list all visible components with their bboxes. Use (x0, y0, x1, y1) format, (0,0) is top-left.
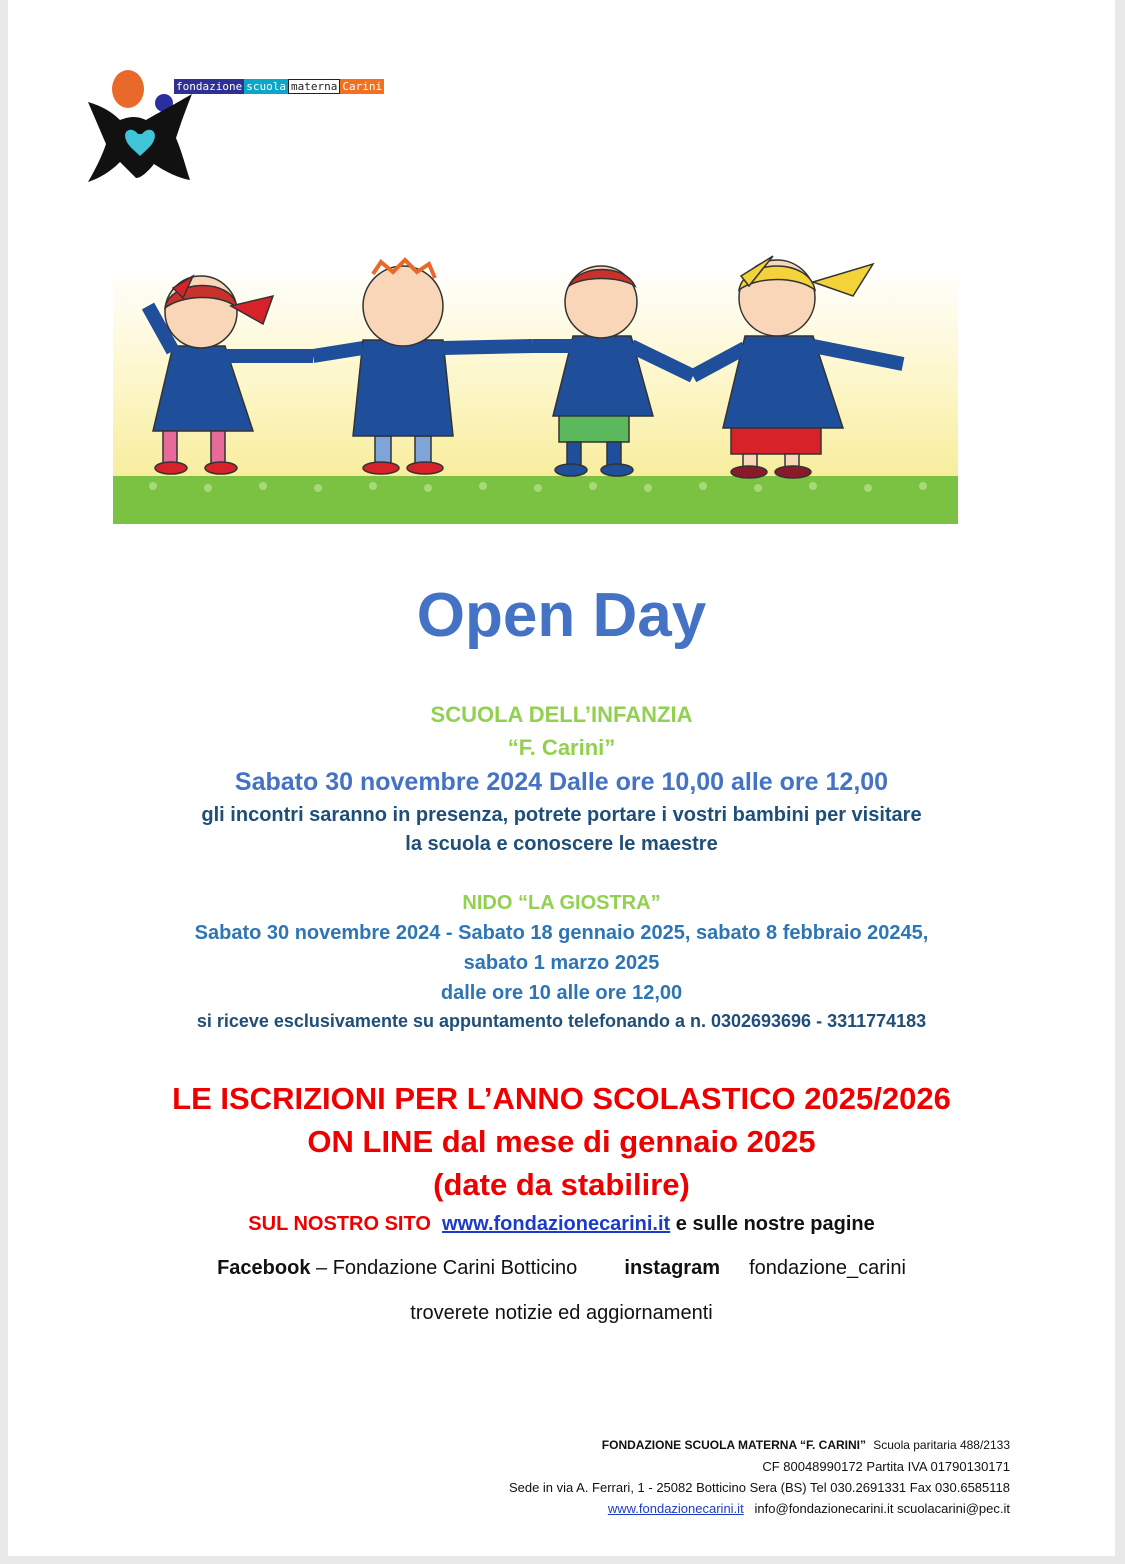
flyer-page (8, 0, 1115, 1556)
enrollment-headline: LE ISCRIZIONI PER L’ANNO SCOLASTICO 2025/2026 (172, 1081, 951, 1116)
logo-wordmark (174, 79, 384, 94)
infanzia-date: Sabato 30 novembre 2024 Dalle ore 10,00 alle ore 12,00 (234, 768, 889, 796)
facebook-label: Facebook (217, 1257, 311, 1279)
website-suffix: e sulle nostre pagine (675, 1213, 875, 1235)
footer-org-name: FONDAZIONE SCUOLA MATERNA “F. CARINI” (601, 1438, 866, 1452)
website-line (8, 1213, 1115, 1236)
website-prefix: SUL NOSTRO SITO (248, 1213, 431, 1235)
footer-fiscal: CF 80048990172 Partita IVA 01790130171 (762, 1459, 1010, 1474)
instagram-label: instagram (624, 1257, 720, 1279)
footer-website-link[interactable]: www.fondazionecarini.it (607, 1501, 744, 1516)
footer (509, 1434, 1010, 1519)
infanzia-heading: SCUOLA DELL’INFANZIA (430, 702, 693, 727)
logo-word-scuola: scuola (246, 80, 286, 93)
nido-dates-line1: Sabato 30 novembre 2024 - Sabato 18 gennaio 2025, sabato 8 febbraio 20245, (194, 922, 929, 944)
logo-word-materna: materna (288, 79, 340, 94)
footer-address: Sede in via A. Ferrari, 1 - 25082 Botticino Sera (BS) Tel 030.2691331 Fax 030.6585118 (508, 1480, 1010, 1495)
infanzia-description-line1: gli incontri saranno in presenza, potrete portare i vostri bambini per visitare (201, 804, 922, 826)
nido-dates-line2: sabato 1 marzo 2025 (463, 952, 660, 974)
nido-heading: NIDO “LA GIOSTRA” (462, 892, 661, 914)
social-line (8, 1257, 1115, 1280)
footer-emails: info@fondazionecarini.it scuolacarini@pec.it (754, 1501, 1010, 1516)
enrollment-dates-note: (date da stabilire) (433, 1167, 690, 1202)
enrollment-online: ON LINE dal mese di gennaio 2025 (307, 1124, 816, 1159)
nido-hours: dalle ore 10 alle ore 12,00 (440, 982, 683, 1004)
news-note: troverete notizie ed aggiornamenti (410, 1302, 713, 1324)
nido-contact: si riceve esclusivamente su appuntamento telefonando a n. 0302693696 - 3311774183 (196, 1011, 927, 1031)
infanzia-school-name: “F. Carini” (507, 735, 616, 760)
infanzia-description-line2: la scuola e conoscere le maestre (405, 833, 718, 855)
website-link[interactable]: www.fondazionecarini.it (442, 1213, 671, 1235)
children-illustration (113, 236, 958, 524)
page-title: Open Day (416, 581, 707, 650)
instagram-handle: fondazione_carini (749, 1257, 906, 1279)
logo-word-fondazione: fondazione (176, 80, 243, 93)
facebook-page: – Fondazione Carini Botticino (316, 1257, 578, 1279)
footer-paritaria: Scuola paritaria 488/2133 (873, 1438, 1010, 1452)
logo-word-carini: Carini (342, 80, 383, 93)
